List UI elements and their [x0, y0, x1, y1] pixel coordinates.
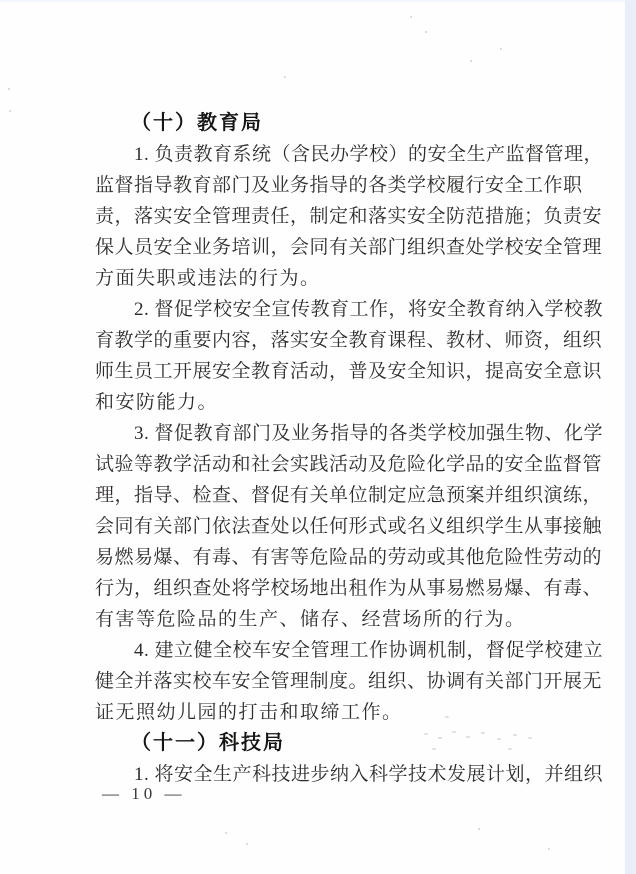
text-line: 健全并落实校车安全管理制度。组织、协调有关部门开展无 — [95, 671, 603, 692]
scan-edge-tint-top — [0, 0, 636, 2]
scan-speck — [548, 848, 550, 850]
text-line: 试验等教学活动和社会实践活动及危险化学品的安全监督管 — [95, 454, 603, 475]
text-line: 3. 督促教育部门及业务指导的各类学校加强生物、化学 — [134, 423, 604, 444]
scan-smudge — [528, 737, 532, 739]
scan-smudge — [466, 736, 470, 738]
text-line: 理，指导、检查、督促有关单位制定应急预案并组织演练， — [95, 485, 603, 506]
scan-smudge — [445, 716, 449, 718]
text-line: 责，落实安全管理责任，制定和落实安全防范措施；负责安 — [95, 206, 603, 227]
text-line: 师生员工开展安全教育活动，普及安全知识，提高安全意识 — [95, 361, 603, 382]
section-heading: （十一）科技局 — [131, 732, 285, 754]
page-number: — 10 — — [102, 784, 186, 803]
text-line: 2. 督促学校安全宣传教育工作，将安全教育纳入学校教 — [134, 299, 604, 320]
text-line: 1. 将安全生产科技进步纳入科学技术发展计划，并组织 — [134, 764, 604, 785]
text-line: 行为，组织查处将学校场地出租作为从事易燃易爆、有毒、 — [95, 578, 603, 599]
scan-speck — [284, 76, 286, 78]
text-line: 会同有关部门依法查处以任何形式或名义组织学生从事接触 — [95, 516, 603, 537]
text-line: 1. 负责教育系统（含民办学校）的安全生产监督管理， — [134, 144, 604, 165]
text-line: 易燃易爆、有毒、有害等危险品的劳动或其他危险性劳动的 — [95, 547, 603, 568]
text-line: 4. 建立健全校车安全管理工作协调机制，督促学校建立 — [134, 640, 604, 661]
scan-smudge — [497, 738, 501, 740]
scan-smudge — [424, 733, 428, 735]
scan-speck — [8, 88, 10, 90]
text-line: 证无照幼儿园的打击和取缔工作。 — [95, 702, 403, 723]
scan-smudge — [508, 748, 512, 750]
text-line: 监督指导教育部门及业务指导的各类学校履行安全工作职 — [95, 175, 583, 196]
text-line: 有害等危险品的生产、储存、经营场所的行为。 — [95, 609, 526, 630]
scan-speck — [410, 16, 412, 18]
scan-smudge — [438, 737, 442, 739]
scan-edge-tint-right — [625, 0, 636, 874]
scan-smudge — [452, 731, 456, 733]
scan-speck — [478, 828, 480, 830]
text-line: 育教学的重要内容，落实安全教育课程、教材、师资，组织 — [95, 330, 603, 351]
document-body — [95, 108, 604, 790]
scan-speck — [9, 110, 11, 112]
scan-smudge — [513, 734, 517, 736]
scan-speck — [470, 60, 472, 62]
scan-speck — [500, 48, 502, 50]
text-line: 保人员安全业务培训，会同有关部门组织查处学校安全管理 — [95, 237, 603, 258]
scan-smudge — [481, 732, 485, 734]
section-heading: （十）教育局 — [131, 112, 263, 134]
text-line: 方面失职或违法的行为。 — [95, 268, 321, 289]
scan-speck — [425, 31, 427, 33]
scan-speck — [225, 832, 227, 834]
scan-smudge — [432, 748, 436, 750]
scan-speck — [246, 843, 248, 845]
text-line: 和安防能力。 — [95, 392, 219, 413]
